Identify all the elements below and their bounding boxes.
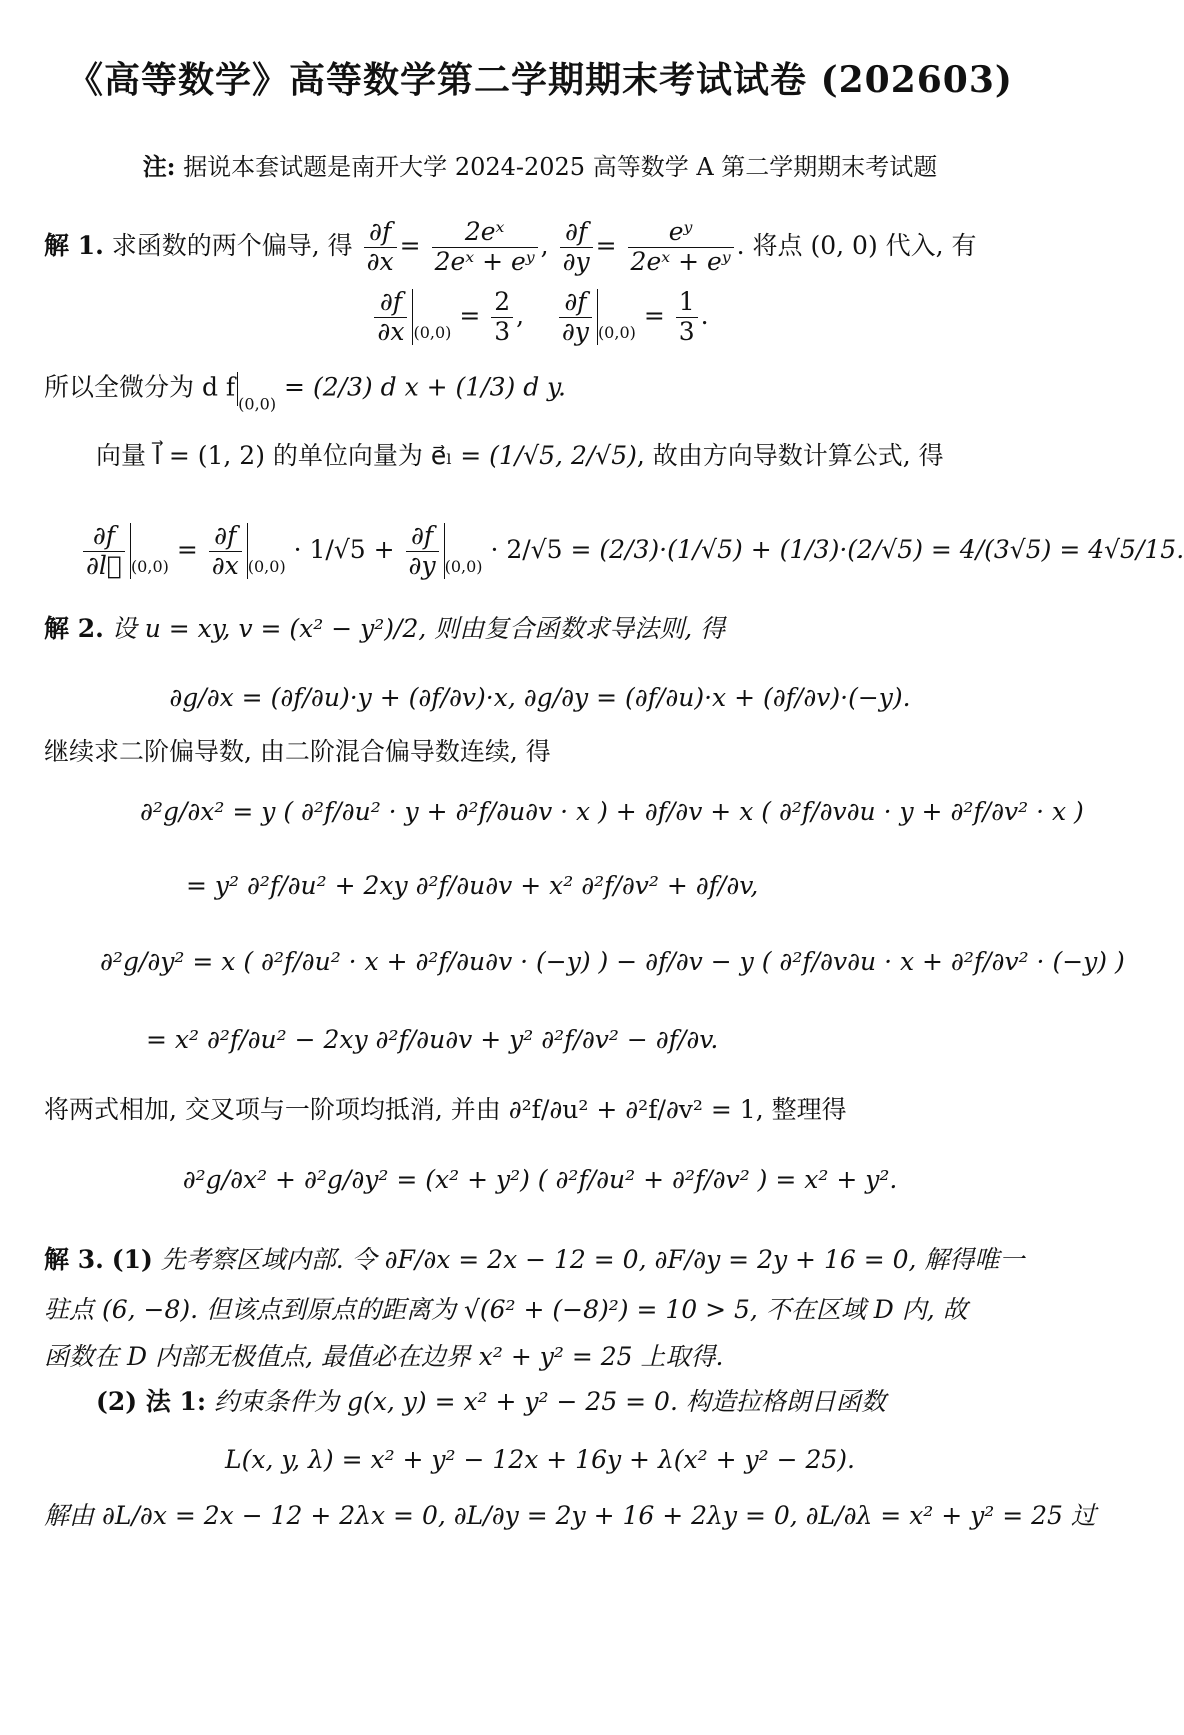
sol2-result: ∂²g/∂x² + ∂²g/∂y² = (x² + y²) ( ∂²f/∂u² + ∂²f/∂v² ) = x² + y².: [182, 1165, 898, 1194]
sol1-label: 解 1.: [44, 230, 104, 260]
sol1-df-dx-symbol: $\frac{\partial f}{\partial x}$: [364, 218, 397, 277]
sol1-fy-value: $\frac{1}{3}$: [676, 288, 698, 347]
sol2-first-derivatives: ∂g/∂x = (∂f/∂u)·y + (∂f/∂v)·x, ∂g/∂y = (∂f/∂u)·x + (∂f/∂v)·(−y).: [169, 683, 911, 712]
sol3-line1: 解 3. (1) 先考察区域内部. 令 ∂F/∂x = 2x − 12 = 0, ∂F/∂y = 2y + 16 = 0, 解得唯一: [44, 1245, 1025, 1274]
sol3-part1-label: (1): [111, 1245, 153, 1274]
sol2-gxx-line2: = y² ∂²f/∂u² + 2xy ∂²f/∂u∂v + x² ∂²f/∂v² + ∂f/∂v,: [186, 871, 759, 900]
sol1-intro: 解 1. 求函数的两个偏导, 得 $\frac{\partial f}{\partial x}$ = $\frac{\text{2eˣ}}{\text{2eˣ + eʸ}}$ , $\frac{\partial f}{\partial y}$ = $\frac{\text{eʸ}}{\text{2eˣ + eʸ}}$ . 将点 (0, 0) 代入, 有: [44, 217, 977, 276]
sol1-direction-line: 向量 l⃗ = (1, 2) 的单位向量为 e⃗ₗ = (1/√5, 2/√5), 故由方向导数计算公式, 得: [96, 441, 944, 470]
sol1-intro-b: . 将点 (0, 0) 代入, 有: [736, 230, 977, 260]
sol1-fy-fraction: $\frac{\text{eʸ}}{\text{2eˣ + eʸ}}$: [628, 218, 734, 277]
sol3-line3: 函数在 D 内部无极值点, 最值必在边界 x² + y² = 25 上取得.: [44, 1342, 724, 1371]
note-text: 据说本套试题是南开大学 2024-2025 高等数学 A 第二学期期末考试题: [183, 153, 938, 181]
sol2-gyy-line1: ∂²g/∂y² = x ( ∂²f/∂u² · x + ∂²f/∂u∂v · (−y) ) − ∂f/∂v − y ( ∂²f/∂v∂u · x + ∂²f/∂v² · (−y) ): [100, 947, 1125, 976]
sol1-values: $\frac{\partial f}{\partial x}$ $_{(0,0)}$ = $\frac{2}{3}$ , $\frac{\partial f}{\partial y}$ $_{(0,0)}$ = $\frac{1}{3}$ .: [0, 288, 1080, 347]
sol3-part2: (2) 法 1: 约束条件为 g(x, y) = x² + y² − 25 = 0. 构造拉格朗日函数: [96, 1387, 886, 1416]
sol1-total-differential: 所以全微分为 d $f_{(0,0)} = (2/3)$ d x + (1/3) d y.: [44, 372, 566, 414]
note-label: 注:: [142, 152, 176, 181]
sol1-fx-value: $\frac{2}{3}$: [491, 288, 513, 347]
sol1-directional-derivative: $\frac{\partial f}{\partial l⃗}$ $_{(0,0)}$ = $\frac{\partial f}{\partial x}$ $_{(0,0)}$ · 1/√5 + $\frac{\partial f}{\partial y}$ $_{(0,0)}$ · 2/√5 = (2/3)·(1/√5) + (1/3)·(2/√5) = 4/(3√5) = 4√5/15.: [80, 522, 1184, 581]
sol2-second-text: 继续求二阶偏导数, 由二阶混合偏导数连续, 得: [44, 737, 551, 766]
sol1-intro-a: 求函数的两个偏导, 得: [111, 230, 353, 260]
sol1-fx-fraction: $\frac{\text{2eˣ}}{\text{2eˣ + eʸ}}$: [432, 218, 538, 277]
sol2-intro: 解 2. 设 u = xy, v = (x² − y²)/2, 则由复合函数求导法则, 得: [44, 614, 726, 643]
page-title: 《高等数学》高等数学第二学期期末考试试卷 (202603): [67, 59, 1013, 101]
sol2-label: 解 2.: [44, 614, 104, 643]
sol2-sum-text: 将两式相加, 交叉项与一阶项均抵消, 并由 ∂²f/∂u² + ∂²f/∂v² = 1, 整理得: [44, 1095, 847, 1124]
sol1-df-dy-symbol: $\frac{\partial f}{\partial y}$: [560, 218, 593, 277]
sol3-label: 解 3.: [44, 1245, 104, 1274]
sol3-last-line: 解由 ∂L/∂x = 2x − 12 + 2λx = 0, ∂L/∂y = 2y + 16 + 2λy = 0, ∂L/∂λ = x² + y² = 25 过: [44, 1501, 1096, 1530]
sol3-line2: 驻点 (6, −8). 但该点到原点的距离为 √(6² + (−8)²) = 10 > 5, 不在区域 D 内, 故: [44, 1295, 968, 1324]
sol1-unit-vector: (1/√5, 2/√5): [489, 441, 637, 470]
header-note: [0, 147, 1080, 182]
sol2-gxx-line1: ∂²g/∂x² = y ( ∂²f/∂u² · y + ∂²f/∂u∂v · x ) + ∂f/∂v + x ( ∂²f/∂v∂u · y + ∂²f/∂v² · x ): [140, 797, 1084, 826]
sol2-gyy-line2: = x² ∂²f/∂u² − 2xy ∂²f/∂u∂v + y² ∂²f/∂v² − ∂f/∂v.: [146, 1025, 719, 1054]
sol3-part2-label: (2) 法 1:: [96, 1387, 207, 1416]
sol3-lagrange: L(x, y, λ) = x² + y² − 12x + 16y + λ(x² + y² − 25).: [224, 1445, 856, 1474]
